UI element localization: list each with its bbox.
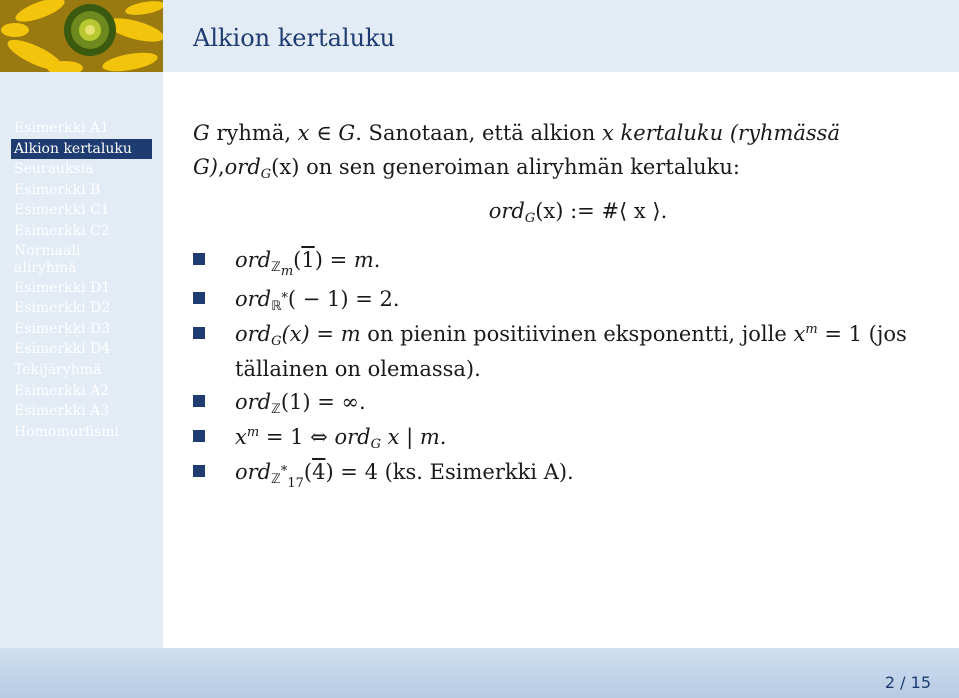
nav-item-esimerkki-d2[interactable]: Esimerkki D2 (14, 300, 111, 317)
nav-item-esimerkki-d3[interactable]: Esimerkki D3 (14, 320, 111, 337)
bullet-square-icon (193, 327, 205, 339)
bullet-square-icon (193, 395, 205, 407)
nav-item-esimerkki-a3[interactable]: Esimerkki A3 (14, 403, 110, 420)
sunflower-logo (0, 0, 163, 72)
list-item: ord$_{ℤ^*_{17}}$(4) = 4 (ks. Esimerkki A). (193, 456, 933, 495)
list-item: $x^m = 1$ ⇔ ord$_G$ x | m. (193, 421, 933, 456)
bullet-square-icon (193, 253, 205, 265)
nav-item-esimerkki-d1[interactable]: Esimerkki D1 (14, 279, 111, 296)
slide-content (193, 117, 933, 495)
sidebar-nav (0, 72, 163, 648)
definition-formula: ord$_G$(x) := #⟨ x ⟩. (488, 199, 668, 227)
nav-item-esimerkki-c2[interactable]: Esimerkki C2 (14, 222, 110, 239)
nav-item-esimerkki-b[interactable]: Esimerkki B (14, 181, 101, 198)
page-number: 2 / 15 (884, 673, 931, 692)
bullet-list (193, 244, 933, 494)
definition-paragraph: G ryhmä, x ∈ G. Sanotaan, että alkion x kertaluku (ryhmässä G),ord$_G$(x) on sen generoiman aliryhmän kertaluku: (193, 121, 840, 182)
nav-item-alkion-kertaluku[interactable]: Alkion kertaluku (11, 139, 152, 160)
list-item: ord$_G$(x) = m on pienin positiivinen eksponentti, jolle $x^m = 1$ (jos tällainen on olemassa). (193, 318, 933, 386)
nav-item-esimerkki-a2[interactable]: Esimerkki A2 (14, 382, 110, 399)
nav-item-seurauksia[interactable]: Seurauksia (14, 161, 94, 178)
footer-bar (0, 648, 959, 698)
nav-item-esimerkki-d4[interactable]: Esimerkki D4 (14, 341, 111, 358)
list-item: ord$_ℤ$(1) = ∞. (193, 386, 933, 421)
bullet-square-icon (193, 292, 205, 304)
bullet-square-icon (193, 430, 205, 442)
nav-item-esimerkki-c1[interactable]: Esimerkki C1 (14, 202, 110, 219)
list-item: ord$_{ℤ_m}$(1) = m. (193, 244, 933, 283)
list-item: ord$_{ℝ^*}$( − 1) = 2. (193, 283, 933, 318)
nav-item-esimerkki-a1[interactable]: Esimerkki A1 (14, 120, 110, 136)
nav-item-normaali-aliryhma[interactable]: Normaali aliryhmä (14, 242, 81, 276)
nav-item-tekijaryhma[interactable]: Tekijäryhmä (14, 361, 102, 378)
slide-title: Alkion kertaluku (193, 24, 396, 52)
bullet-square-icon (193, 465, 205, 477)
nav-item-homomorfismi[interactable]: Homomorfismi (14, 423, 120, 440)
header-bar (0, 0, 959, 72)
